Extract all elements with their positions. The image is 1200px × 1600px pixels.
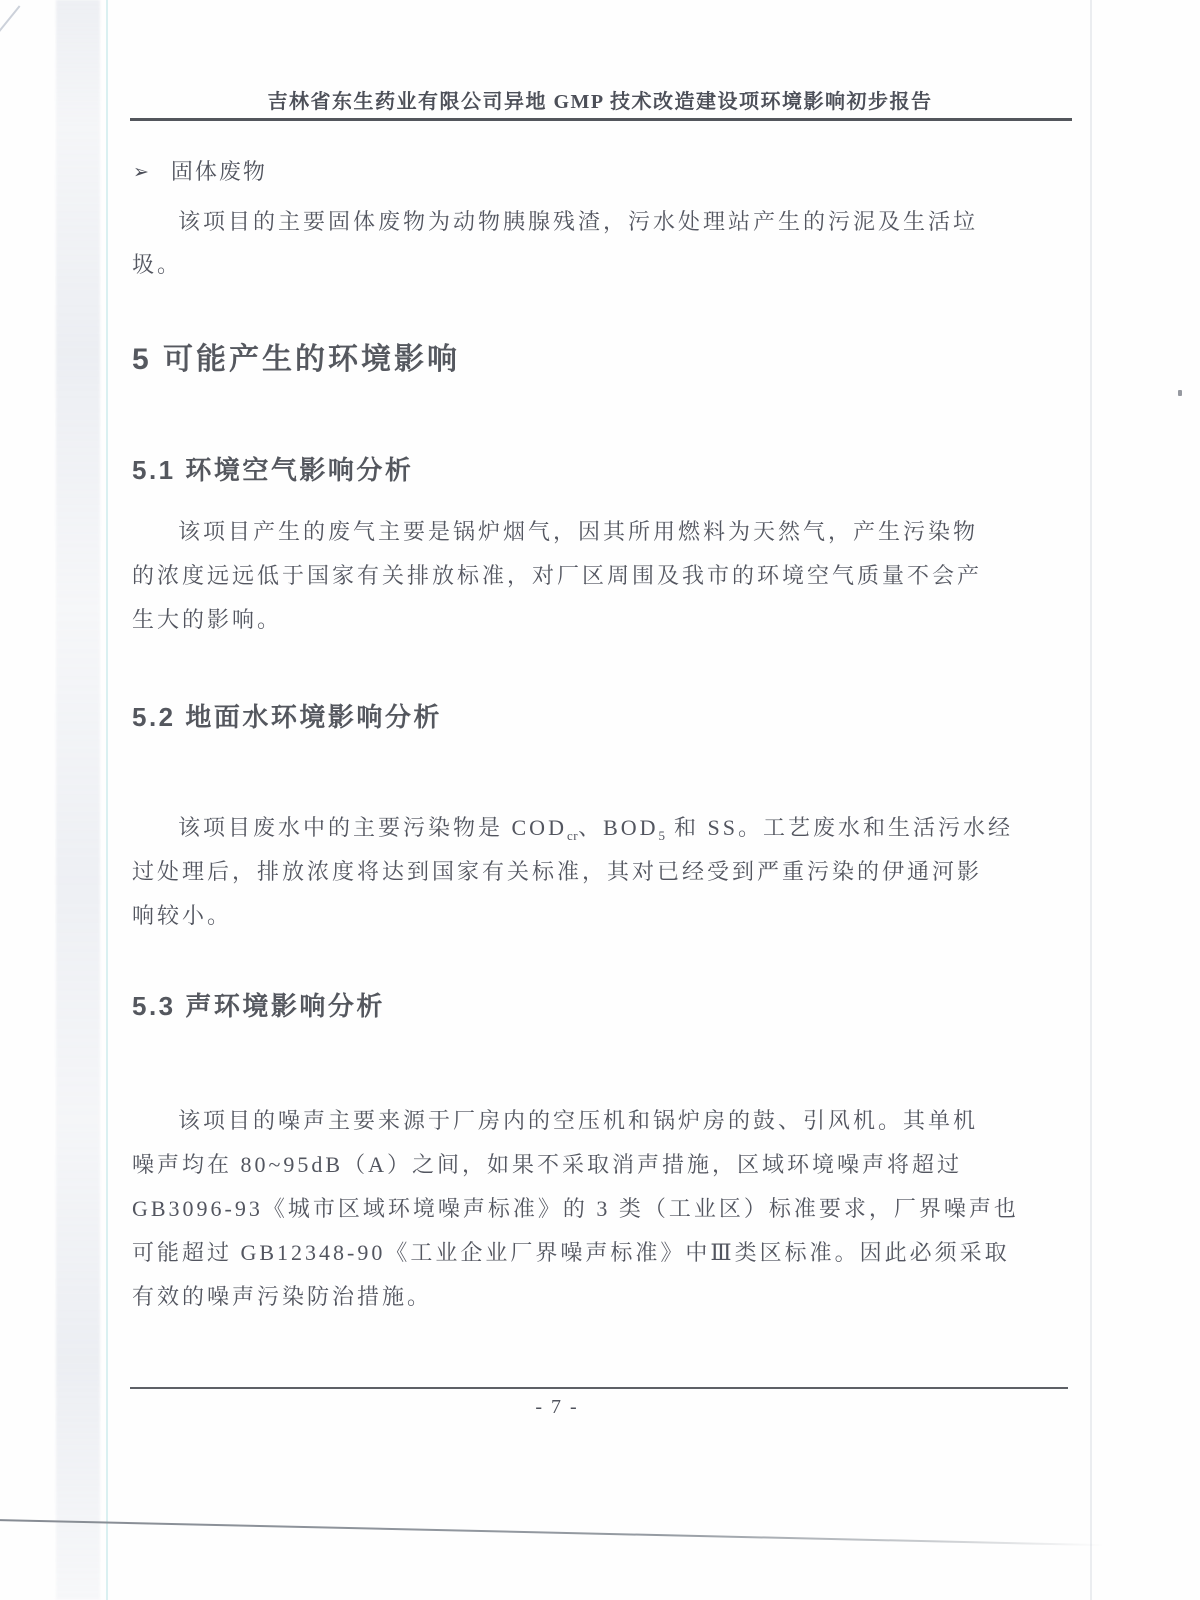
scan-artifact-page-bottom-edge bbox=[0, 1519, 1104, 1546]
paragraph-line: 可能超过 GB12348-90《工业企业厂界噪声标准》中Ⅲ类区标准。因此必须采取 bbox=[132, 1240, 1010, 1265]
paragraph-line: 有效的噪声污染防治措施。 bbox=[132, 1284, 433, 1309]
section-heading-5: 5 可能产生的环境影响 bbox=[132, 343, 461, 376]
paragraph-line: 该项目产生的废气主要是锅炉烟气，因其所用燃料为天然气，产生污染物 bbox=[178, 519, 979, 544]
subscript-cr: cr bbox=[566, 828, 579, 843]
page-number: - 7 - bbox=[535, 1396, 579, 1418]
intro-paragraph-line: 圾。 bbox=[132, 252, 183, 277]
subsection-heading-5-3: 5.3 声环境影响分析 bbox=[132, 991, 385, 1021]
paragraph-line: 该项目的噪声主要来源于厂房内的空压机和锅炉房的鼓、引风机。其单机 bbox=[178, 1108, 979, 1133]
scan-artifact-speck bbox=[1178, 390, 1182, 396]
scan-artifact-right-edge-line bbox=[1090, 0, 1092, 1600]
paragraph-line: GB3096-93《城市区域环境噪声标准》的 3 类（工业区）标准要求，厂界噪声也 bbox=[132, 1196, 1019, 1221]
bullet-item-solid-waste bbox=[133, 155, 267, 186]
header-rule bbox=[130, 118, 1072, 121]
paragraph-line: 噪声均在 80~95dB（A）之间，如果不采取消声措施，区域环境噪声将超过 bbox=[132, 1152, 962, 1177]
scan-artifact-corner-line bbox=[0, 5, 20, 34]
text-segment: 和 SS。工艺废水和生活污水经 bbox=[665, 815, 1013, 840]
paragraph-line bbox=[178, 811, 1013, 844]
paragraph-line: 过处理后，排放浓度将达到国家有关标准，其对已经受到严重污染的伊通河影 bbox=[132, 859, 983, 884]
paragraph-line: 生大的影响。 bbox=[132, 607, 283, 632]
arrowhead-bullet-icon: ➢ bbox=[133, 162, 151, 183]
scan-artifact-cyan-line bbox=[106, 0, 108, 1600]
paragraph-line: 的浓度远远低于国家有关排放标准，对厂区周围及我市的环境空气质量不会产 bbox=[132, 563, 983, 588]
subscript-5: 5 bbox=[658, 828, 666, 843]
footer-rule bbox=[130, 1387, 1068, 1389]
subsection-heading-5-1: 5.1 环境空气影响分析 bbox=[132, 455, 414, 485]
text-segment: 该项目废水中的主要污染物是 COD bbox=[178, 815, 567, 840]
intro-paragraph-line: 该项目的主要固体废物为动物胰腺残渣，污水处理站产生的污泥及生活垃 bbox=[178, 209, 979, 234]
running-header-title: 吉林省东生药业有限公司异地 GMP 技术改造建设项环境影响初步报告 bbox=[267, 91, 933, 113]
subsection-heading-5-2: 5.2 地面水环境影响分析 bbox=[132, 702, 442, 732]
scan-artifact-left-band bbox=[56, 0, 100, 1600]
paragraph-line: 响较小。 bbox=[132, 903, 233, 928]
bullet-label: 固体废物 bbox=[170, 159, 267, 184]
text-segment: 、BOD bbox=[578, 815, 659, 840]
